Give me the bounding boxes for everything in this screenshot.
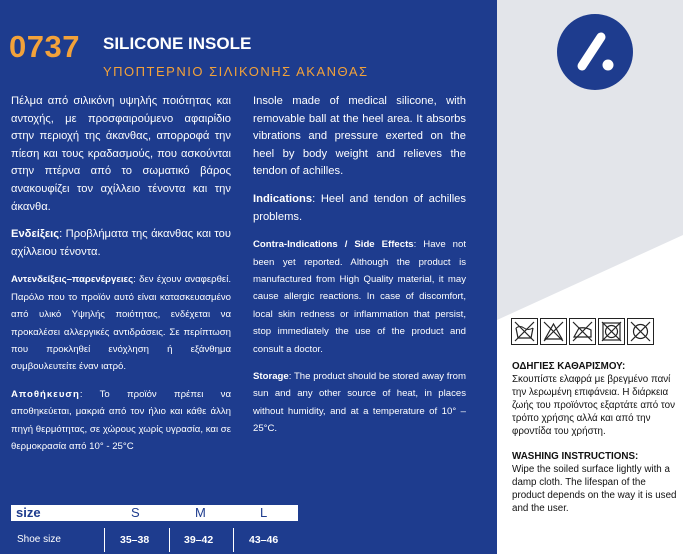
greek-text-column (11, 93, 231, 465)
greek-storage-label: Αποθήκευση (11, 388, 80, 400)
no-dry-clean-icon (627, 318, 654, 345)
greek-contra-text: : δεν έχουν αναφερθεί. Παρόλο που το προϊόν αυτό είναι κατασκευασμένο από υλικό Υψηλής ποιότητας, ενδέχεται να προκαλέσει αλλεργικές αντιδράσεις. Σε περίπτωση που προκληθεί ενόχληση ή εξάνθημα συμβουλευτείτε έναν ιατρό. (11, 274, 231, 373)
shoe-size-range-s: 35–38 (120, 534, 150, 546)
size-header-label: size (16, 505, 41, 520)
greek-storage (11, 386, 231, 456)
shoe-size-label: Shoe size (17, 534, 61, 545)
shoe-size-range-l: 43–46 (249, 534, 279, 546)
english-storage (253, 368, 466, 438)
english-contra-text: : Have not been yet reported. Although the product is manufactured from High Quality material, it may cause allergic reactions. In case of discomfort, local skin redness or inflammation that persist, stop immediately the use of the product and consult a doctor. (253, 239, 466, 355)
english-indications-label: Indications (253, 192, 313, 205)
english-storage-text: : The product should be stored away from sun and any other source of heat, in places without humidity, and at a temperature of 10° – 25°C. (253, 371, 466, 435)
care-english (512, 450, 677, 515)
greek-storage-text: : Το προϊόν πρέπει να αποθηκεύεται, μακριά από τον ήλιο και κάθε άλλη πηγή θερμότητας, σε χώρους χωρίς υγρασία, και σε θερμοκρασία από 10° - 25°C (11, 388, 231, 452)
care-title-greek: ΟΔΗΓΙΕΣ ΚΑΘΑΡΙΣΜΟΥ: (512, 361, 626, 372)
product-code: 0737 (9, 29, 80, 64)
greek-description: Πέλμα από σιλικόνη υψηλής ποιότητας και αντοχής, με προσφαιρούμενο αφαιρίδιο στην περιοχή της άκανθας, απορροφά την πίεση και τους κραδασμούς, που ασκούνται στην πτέρνα από το σωματικό βάρος ανακουφίζει τον αχίλλειο τένοντα και την άκανθα. (11, 95, 231, 213)
no-wash-icon (511, 318, 538, 345)
product-subtitle-greek: ΥΠΟΠΤΕΡΝΙΟ ΣΙΛΙΚΟΝΗΣ ΑΚΑΝΘΑΣ (103, 64, 369, 79)
care-instructions (512, 360, 677, 527)
english-description: Insole made of medical silicone, with removable ball at the heel area. It absorbs vibrations and pressure exerted on the heel by body weight and relieves the tendon of achilles. (253, 95, 466, 178)
size-s: S (131, 505, 140, 520)
care-title-english: WASHING INSTRUCTIONS: (512, 451, 639, 462)
care-text-english: Wipe the soiled surface lightly with a damp cloth. The lifespan of the product depends on the way it is used and the user. (512, 464, 677, 514)
size-divider (169, 528, 170, 552)
size-l: L (260, 505, 268, 520)
greek-indications (11, 226, 231, 261)
english-contra-label: Contra-Indications / Side Effects (253, 239, 414, 251)
product-title: SILICONE INSOLE (103, 34, 252, 53)
greek-indications-label: Ενδείξεις (11, 228, 60, 241)
greek-contraindications (11, 271, 231, 375)
english-indications (253, 191, 466, 226)
size-divider (104, 528, 105, 552)
size-header-bar (11, 505, 298, 521)
shoe-size-row (11, 528, 298, 552)
care-text-greek: Σκουπίστε ελαφρά με βρεγμένο πανί την λερωμένη επιφάνεια. Η διάρκεια ζωής του προϊόντος εξαρτάτε από τον τρόπο χρήσης αλλά και από την φροντίδα του χρήστη. (512, 374, 676, 437)
size-m: M (195, 505, 206, 520)
care-icons-row (511, 318, 656, 345)
no-iron-icon (569, 318, 596, 345)
no-tumble-dry-icon (598, 318, 625, 345)
care-greek (512, 360, 677, 438)
english-storage-label: Storage (253, 371, 289, 382)
english-indications-text: : Heel and tendon of achilles problems. (253, 192, 466, 223)
shoe-size-range-m: 39–42 (184, 534, 214, 546)
brand-logo-icon (557, 14, 633, 90)
english-contraindications (253, 236, 466, 358)
size-divider (233, 528, 234, 552)
no-bleach-icon (540, 318, 567, 345)
greek-indications-text: : Προβλήματα της άκανθας και του αχίλλειου τένοντα. (11, 228, 231, 258)
english-text-column (253, 93, 466, 448)
greek-contra-label: Αντενδείξεις–παρενέργειες (11, 274, 134, 286)
